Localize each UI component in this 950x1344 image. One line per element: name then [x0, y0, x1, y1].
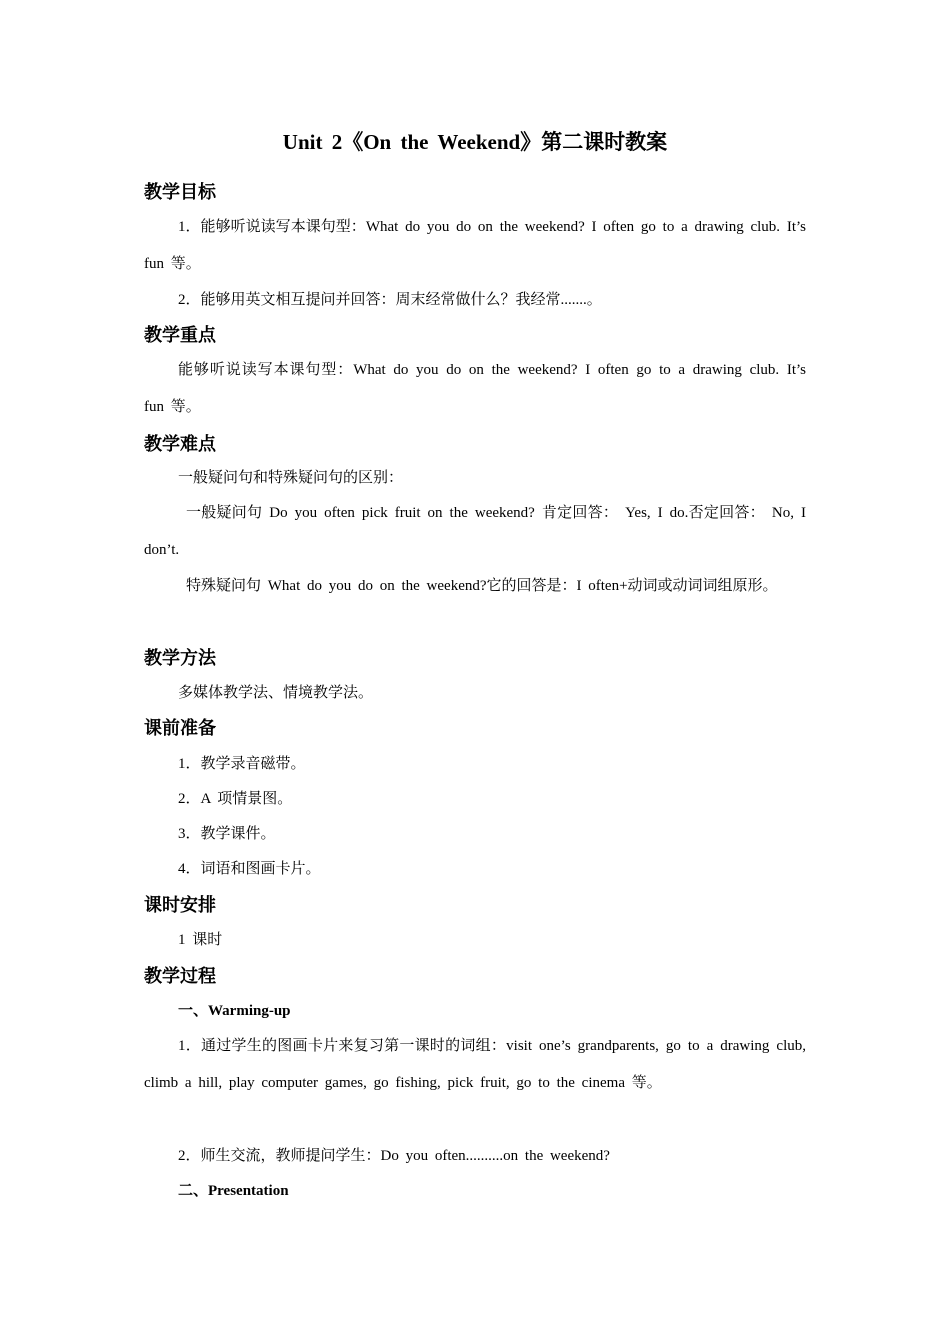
schedule-text: 1 课时 [178, 932, 223, 948]
page-title: Unit 2《On the Weekend》第二课时教案 [282, 130, 668, 154]
heading-process: 教学过程 [144, 966, 216, 987]
objective-item-1: 1．能够听说读写本课句型：What do you do on the weekend? I often go to a drawing club. It’s fun 等。 [144, 219, 806, 272]
objective-item-2: 2．能够用英文相互提问并回答：周末经常做什么？我经常.......。 [178, 292, 602, 308]
difficulties-special-question: 特殊疑问句 What do you do on the weekend?它的回答是：I often+动词或动词词组原形。 [186, 578, 778, 594]
warmup-item-1: 1．通过学生的图画卡片来复习第一课时的词组：visit one’s grandparents, go to a drawing club, climb a hill, play computer games, go fishing, pick fruit, go to the cinema 等。 [144, 1038, 806, 1091]
preparation-item-2: 2．A 项情景图。 [178, 791, 293, 807]
methods-text: 多媒体教学法、情境教学法。 [178, 685, 374, 701]
preparation-item-3: 3．教学课件。 [178, 826, 276, 842]
warmup-item-2: 2．师生交流，教师提问学生：Do you often..........on the weekend? [178, 1148, 610, 1164]
process-warmup-heading: 一、Warming-up [178, 1003, 291, 1019]
heading-preparation: 课前准备 [144, 718, 216, 739]
preparation-item-4: 4．词语和图画卡片。 [178, 861, 321, 877]
process-presentation-heading: 二、Presentation [178, 1183, 289, 1199]
key-points-text: 能够听说读写本课句型：What do you do on the weekend? I often go to a drawing club. It’s fun 等。 [144, 362, 806, 415]
heading-key-points: 教学重点 [144, 325, 216, 346]
difficulties-intro: 一般疑问句和特殊疑问句的区别： [178, 470, 404, 486]
heading-methods: 教学方法 [144, 648, 216, 669]
heading-schedule: 课时安排 [144, 895, 216, 916]
difficulties-general-question: 一般疑问句 Do you often pick fruit on the weekend? 肯定回答： Yes, I do.否定回答： No, I don’t. [144, 505, 806, 558]
preparation-item-1: 1．教学录音磁带。 [178, 756, 306, 772]
heading-objectives: 教学目标 [144, 182, 216, 203]
heading-difficulties: 教学难点 [144, 434, 216, 455]
